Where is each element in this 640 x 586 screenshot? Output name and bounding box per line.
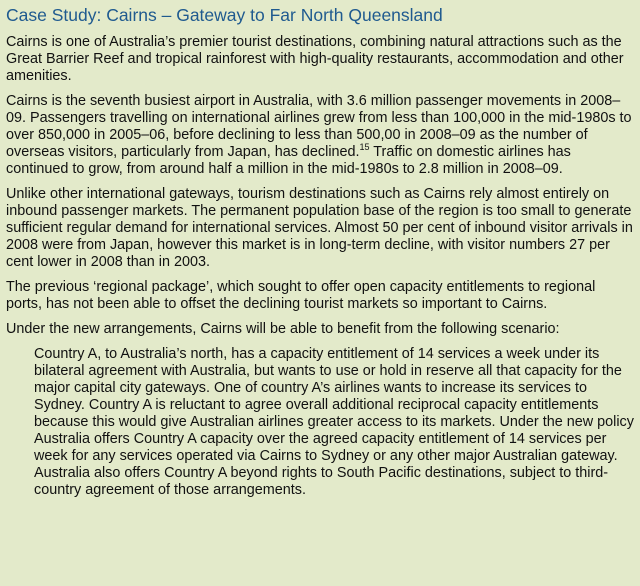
domestic-traffic-text: Traffic on domestic airlines has continued to grow, from around half a million in the mid-1980s to 2.8 million in 2008–09. <box>6 144 571 177</box>
case-study-title: Case Study: Cairns – Gateway to Far North Queensland <box>6 5 443 25</box>
intro-paragraph: Cairns is one of Australia’s premier tourist destinations, combining natural attractions such as the Great Barrier Reef and tropical rainforest with high-quality restaurants, accommodation and other amenities. <box>6 34 624 84</box>
inbound-markets-paragraph: Unlike other international gateways, tourism destinations such as Cairns rely almost entirely on inbound passenger markets. The permanent population base of the region is too small to generate sufficient regular demand for international services. Almost 50 per cent of inbound visitor arrivals in 2008 were from Japan, however this market is in long-term decline, with visitor numbers 27 per cent lower in 2008 than in 2003. <box>6 186 633 270</box>
regional-package-paragraph: The previous ‘regional package’, which sought to offer open capacity entitlements to regional ports, has not been able to offset the declining tourist markets so important to Cairns. <box>6 279 596 312</box>
airport-paragraph-text: Cairns is the seventh busiest airport in Australia, with 3.6 million passenger movements in 2008–09. Passengers travelling on international airlines grew from less than 100,000 in the mid-1980s to over 850,000 in 2005–06, before declining to less than 500,00 in 2008–09 as the number of overseas visitors, particularly from Japan, has declined. <box>6 93 632 160</box>
airport-paragraph <box>6 93 634 178</box>
new-arrangements-paragraph: Under the new arrangements, Cairns will be able to benefit from the following scenario: <box>6 321 560 337</box>
scenario-blockquote: Country A, to Australia’s north, has a capacity entitlement of 14 services a week under its bilateral agreement with Australia, but wants to use or hold in reserve all that capacity for the major capital city gateways. One of country A’s airlines wants to increase its services to Sydney. Country A is reluctant to agree overall additional reciprocal capacity entitlements because this would give Australian airlines greater access to its markets. Under the new policy Australia offers Country A capacity over the agreed capacity entitlement of 14 services per week for any services operated via Cairns to Sydney or any other major Australian gateway. Australia also offers Country A beyond rights to South Pacific destinations, subject to third-country agreement of those arrangements. <box>34 346 634 498</box>
footnote-reference[interactable]: 15 <box>359 142 370 153</box>
